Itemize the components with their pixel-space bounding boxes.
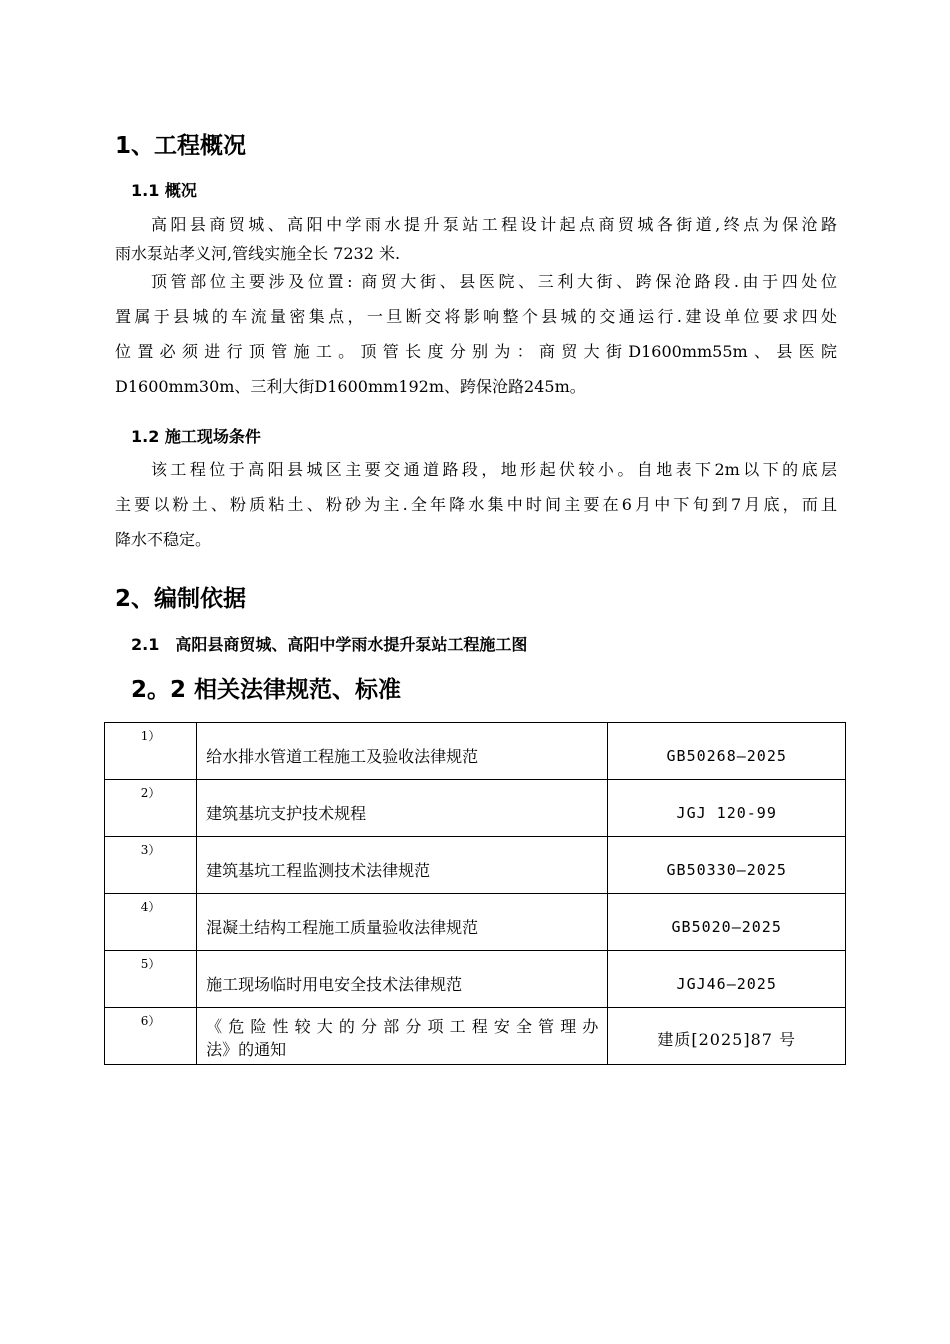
table-row bbox=[105, 894, 846, 951]
table-row bbox=[105, 723, 846, 780]
standard-name: 混凝土结构工程施工质量验收法律规范 bbox=[197, 894, 608, 951]
table-row bbox=[105, 951, 846, 1008]
standard-code: GB5020—2025 bbox=[608, 894, 846, 951]
standard-code: JGJ46—2025 bbox=[608, 951, 846, 1008]
standard-code: GB50268—2025 bbox=[608, 723, 846, 780]
section-1-1-heading: 1.1 概况 bbox=[131, 181, 197, 200]
standard-name-line: 法》的通知 bbox=[206, 1039, 287, 1059]
standard-code: JGJ 120-99 bbox=[608, 780, 846, 837]
site-conditions-paragraph bbox=[115, 452, 837, 557]
standard-code: 建质[2025]87 号 bbox=[608, 1008, 846, 1065]
standard-name: 建筑基坑支护技术规程 bbox=[197, 780, 608, 837]
table-row bbox=[105, 837, 846, 894]
table-row bbox=[105, 1008, 846, 1065]
standard-name: 建筑基坑工程监测技术法律规范 bbox=[197, 837, 608, 894]
standard-name-line: 《危险性较大的分部分项工程安全管理办 bbox=[206, 1016, 599, 1036]
section-1-2-heading: 1.2 施工现场条件 bbox=[131, 427, 261, 446]
text-line: 高阳县商贸城、高阳中学雨水提升泵站工程设计起点商贸城各街道,终点为保沧路 bbox=[151, 215, 837, 234]
section-2-2-heading: 2。2 相关法律规范、标准 bbox=[131, 677, 402, 703]
row-number: 2） bbox=[105, 780, 197, 837]
row-number: 5） bbox=[105, 951, 197, 1008]
text-line: D1600mm30m、三利大街D1600mm192m、跨保沧路245m。 bbox=[115, 377, 586, 396]
section-2-1-heading: 2.1 高阳县商贸城、高阳中学雨水提升泵站工程施工图 bbox=[131, 635, 528, 654]
text-line: 降水不稳定。 bbox=[115, 530, 212, 549]
section-1-heading: 1、工程概况 bbox=[115, 133, 247, 159]
text-line: 置属于县城的车流量密集点，一旦断交将影响整个县城的交通运行.建设单位要求四处 bbox=[115, 307, 837, 326]
pipe-jacking-paragraph bbox=[115, 264, 837, 404]
row-number: 1） bbox=[105, 723, 197, 780]
row-number: 6） bbox=[105, 1008, 197, 1065]
text-line: 主要以粉土、粉质粘土、粉砂为主.全年降水集中时间主要在6月中下旬到7月底，而且 bbox=[115, 495, 837, 514]
standard-name bbox=[197, 1008, 608, 1065]
text-line: 位置必须进行顶管施工。顶管长度分别为：商贸大街D1600mm55m、县医院 bbox=[115, 342, 837, 361]
standard-code: GB50330—2025 bbox=[608, 837, 846, 894]
standards-table bbox=[104, 722, 846, 1065]
text-line: 雨水泵站孝义河,管线实施全长 7232 米. bbox=[115, 244, 401, 263]
standard-name: 给水排水管道工程施工及验收法律规范 bbox=[197, 723, 608, 780]
text-line: 该工程位于高阳县城区主要交通道路段，地形起伏较小。自地表下2m以下的底层 bbox=[151, 460, 837, 479]
overview-paragraph bbox=[115, 210, 837, 268]
standard-name: 施工现场临时用电安全技术法律规范 bbox=[197, 951, 608, 1008]
row-number: 3） bbox=[105, 837, 197, 894]
text-line: 顶管部位主要涉及位置: 商贸大街、县医院、三利大街、跨保沧路段.由于四处位 bbox=[151, 272, 837, 291]
row-number: 4） bbox=[105, 894, 197, 951]
section-2-heading: 2、编制依据 bbox=[115, 586, 247, 612]
table-row bbox=[105, 780, 846, 837]
